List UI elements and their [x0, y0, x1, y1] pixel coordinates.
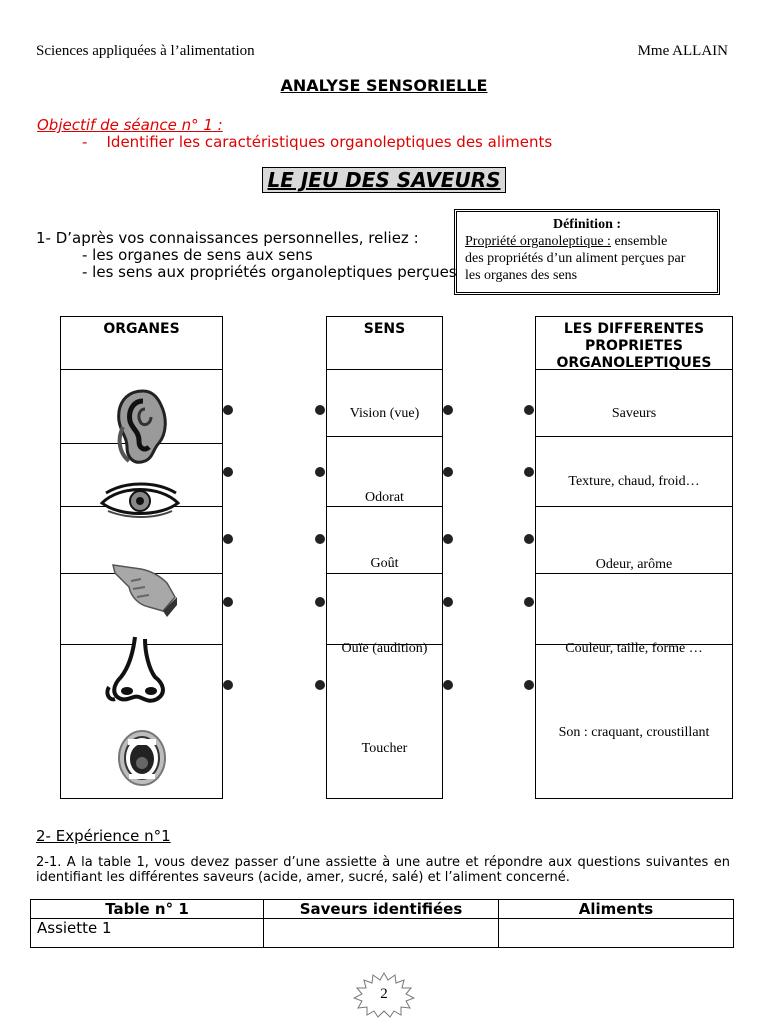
table1-header: Table n° 1: [31, 900, 264, 919]
hand-icon: [111, 557, 181, 619]
connection-dot[interactable]: [443, 534, 453, 544]
definition-text-line: les organes des sens: [465, 268, 578, 283]
sense-label: Ouïe (audition): [341, 641, 428, 656]
connection-dot[interactable]: [315, 680, 325, 690]
connection-dot[interactable]: [443, 680, 453, 690]
header-teacher: Mme ALLAIN: [637, 43, 728, 59]
connection-dot[interactable]: [443, 467, 453, 477]
properties-header: LES DIFFERENTES PROPRIETES ORGANOLEPTIQUES: [556, 321, 712, 371]
connection-dot[interactable]: [524, 405, 534, 415]
property-label: Saveurs: [611, 406, 657, 421]
question1-item: - les sens aux propriétés organoleptiques perçues: [82, 263, 457, 281]
ear-icon: [113, 387, 169, 467]
definition-box: [454, 209, 720, 295]
experience-title: 2- Expérience n°1: [36, 827, 171, 845]
question1-intro: 1- D’après vos connaissances personnelles, reliez :: [36, 229, 419, 247]
page-number-badge: [353, 972, 415, 1018]
senses-column: [326, 316, 443, 799]
objective-label: Objectif de séance n° 1 :: [37, 116, 223, 134]
game-title: LE JEU DES SAVEURS: [262, 167, 506, 193]
sense-label: Goût: [370, 556, 399, 571]
organs-header: ORGANES: [103, 321, 180, 337]
property-label: Odeur, arôme: [595, 557, 673, 572]
connection-dot[interactable]: [315, 467, 325, 477]
connection-dot[interactable]: [315, 597, 325, 607]
connection-dot[interactable]: [223, 597, 233, 607]
question1-item: - les organes de sens aux sens: [82, 246, 313, 264]
experience-paragraph: 2-1. A la table 1, vous devez passer d’une assiette à une autre et répondre aux questions suivantes en identifiant les différentes saveurs (acide, amer, sucré, salé) et l’aliment concerné.: [36, 855, 730, 885]
connection-dot[interactable]: [443, 405, 453, 415]
connection-dot[interactable]: [524, 534, 534, 544]
connection-dot[interactable]: [223, 467, 233, 477]
table1-cell[interactable]: [264, 919, 499, 948]
page-title: ANALYSE SENSORIELLE: [280, 76, 488, 95]
definition-text-line: des propriétés d’un aliment perçues par: [465, 251, 686, 266]
question1: [36, 230, 457, 281]
mouth-icon: [117, 729, 167, 787]
connection-dot[interactable]: [315, 405, 325, 415]
table1-header: Aliments: [499, 900, 734, 919]
sense-label: Toucher: [361, 741, 408, 756]
sense-label: Odorat: [365, 490, 404, 505]
property-label: Texture, chaud, froid…: [568, 474, 700, 489]
objective-item: - Identifier les caractéristiques organoleptiques des aliments: [82, 133, 553, 151]
connection-dot[interactable]: [223, 534, 233, 544]
eye-icon: [98, 481, 182, 521]
property-label: Couleur, taille, forme …: [565, 641, 703, 656]
properties-column: [535, 316, 733, 799]
definition-text: Propriété organoleptique : ensemble: [465, 234, 668, 249]
connection-dot[interactable]: [524, 597, 534, 607]
header-subject: Sciences appliquées à l’alimentation: [36, 43, 255, 59]
sense-label: Vision (vue): [349, 406, 420, 421]
connection-dot[interactable]: [315, 534, 325, 544]
nose-icon: [105, 633, 171, 703]
connection-dot[interactable]: [223, 405, 233, 415]
page-number: 2: [380, 986, 388, 1002]
table1-cell: Assiette 1: [31, 919, 264, 948]
connection-dot[interactable]: [524, 680, 534, 690]
senses-header: SENS: [363, 321, 406, 337]
table1: [30, 899, 734, 948]
definition-title: Définition :: [552, 217, 622, 232]
table1-cell[interactable]: [499, 919, 734, 948]
table1-header: Saveurs identifiées: [264, 900, 499, 919]
connection-dot[interactable]: [223, 680, 233, 690]
table-row: [31, 919, 734, 948]
organs-column: [60, 316, 223, 799]
connection-dot[interactable]: [524, 467, 534, 477]
connection-dot[interactable]: [443, 597, 453, 607]
property-label: Son : craquant, croustillant: [558, 725, 710, 740]
